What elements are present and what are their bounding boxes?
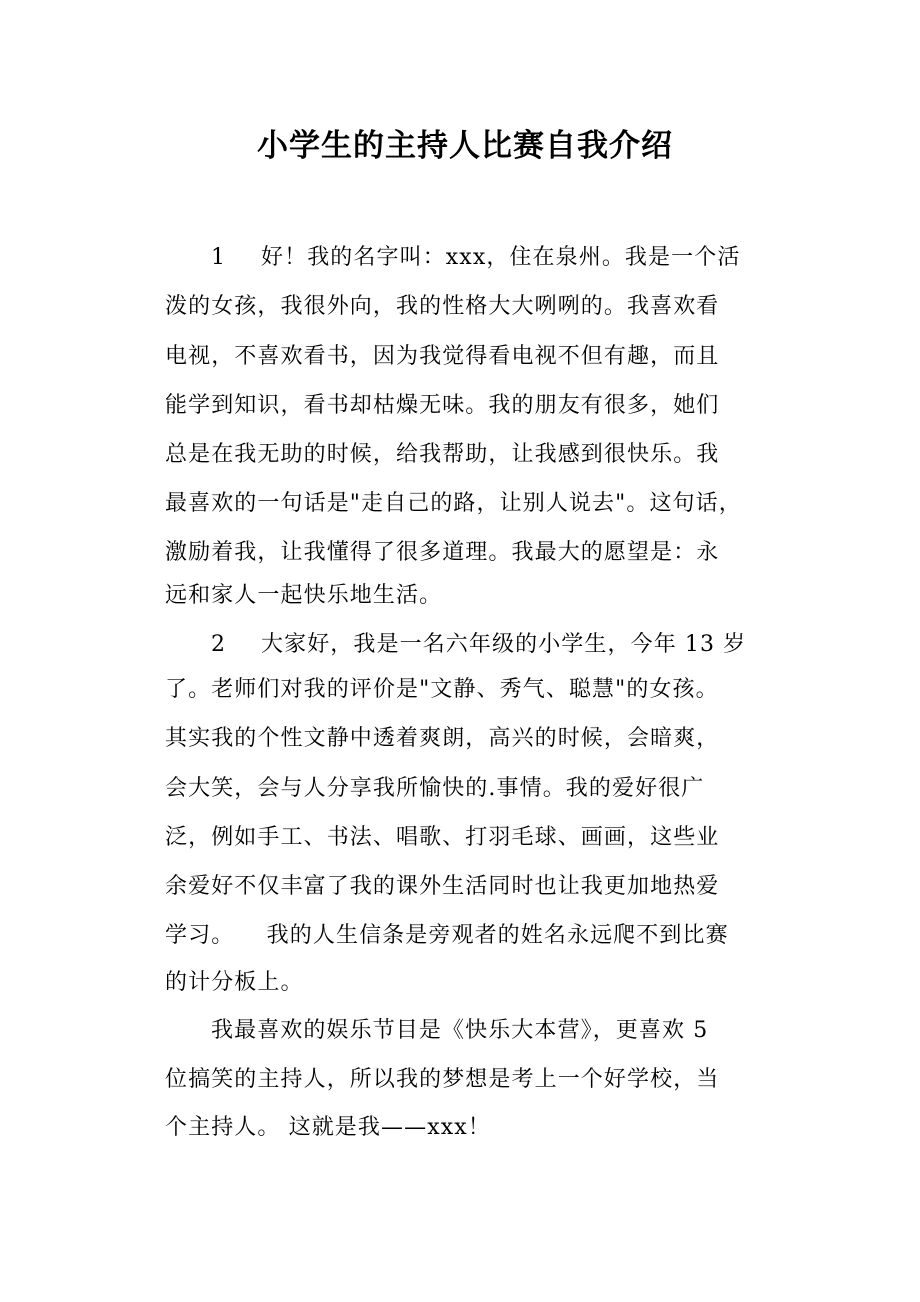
paragraph-1-line-4: 能学到知识，看书却枯燥无味。我的朋友有很多，她们 — [165, 393, 720, 418]
paragraph-3-line-3: 个主持人。 这就是我——xxx！ — [165, 1115, 491, 1140]
paragraph-2-line-1: 2 大家好，我是一名六年级的小学生，今年 13 岁 — [211, 630, 746, 660]
paragraph-2-line-6: 余爱好不仅丰富了我的课外生活同时也让我更加地热爱 — [165, 874, 720, 899]
paragraph-3-line-2: 位搞笑的主持人，所以我的梦想是考上一个好学校，当 — [165, 1067, 720, 1092]
paragraph-2-line-2: 了。老师们对我的评价是"文静、秀气、聪慧"的女孩。 — [165, 677, 719, 702]
paragraph-2-line-4: 会大笑，会与人分享我所愉快的.事情。我的爱好很广 — [165, 776, 705, 801]
paragraph-2-line-7: 学习。 我的人生信条是旁观者的姓名永远爬不到比赛 — [165, 923, 729, 948]
document-title: 小学生的主持人比赛自我介绍 — [257, 128, 673, 164]
paragraph-1-line-5: 总是在我无助的时候，给我帮助，让我感到很快乐。我 — [165, 442, 720, 467]
paragraph-1-line-8: 远和家人一起快乐地生活。 — [165, 583, 443, 608]
paragraph-1-line-2: 泼的女孩，我很外向，我的性格大大咧咧的。我喜欢看 — [165, 294, 720, 319]
paragraph-number: 2 — [211, 632, 227, 657]
paragraph-1-line-1: 1 好！我的名字叫：xxx，住在泉州。我是一个活 — [211, 243, 740, 273]
paragraph-1-line-3: 电视，不喜欢看书，因为我觉得看电视不但有趣，而且 — [165, 344, 720, 369]
paragraph-2-line-5: 泛，例如手工、书法、唱歌、打羽毛球、画画，这些业 — [165, 825, 720, 850]
paragraph-1-line-7: 激励着我，让我懂得了很多道理。我最大的愿望是：永 — [165, 540, 720, 565]
paragraph-number: 1 — [211, 245, 227, 270]
paragraph-1-line-6: 最喜欢的一句话是"走自己的路，让别人说去"。这句话， — [165, 491, 742, 516]
paragraph-2-line-8: 的计分板上。 — [165, 970, 304, 995]
paragraph-2-line-3: 其实我的个性文静中透着爽朗，高兴的时候，会暗爽， — [165, 726, 720, 751]
paragraph-3-line-1: 我最喜欢的娱乐节目是《快乐大本营》，更喜欢 5 — [211, 1018, 709, 1043]
